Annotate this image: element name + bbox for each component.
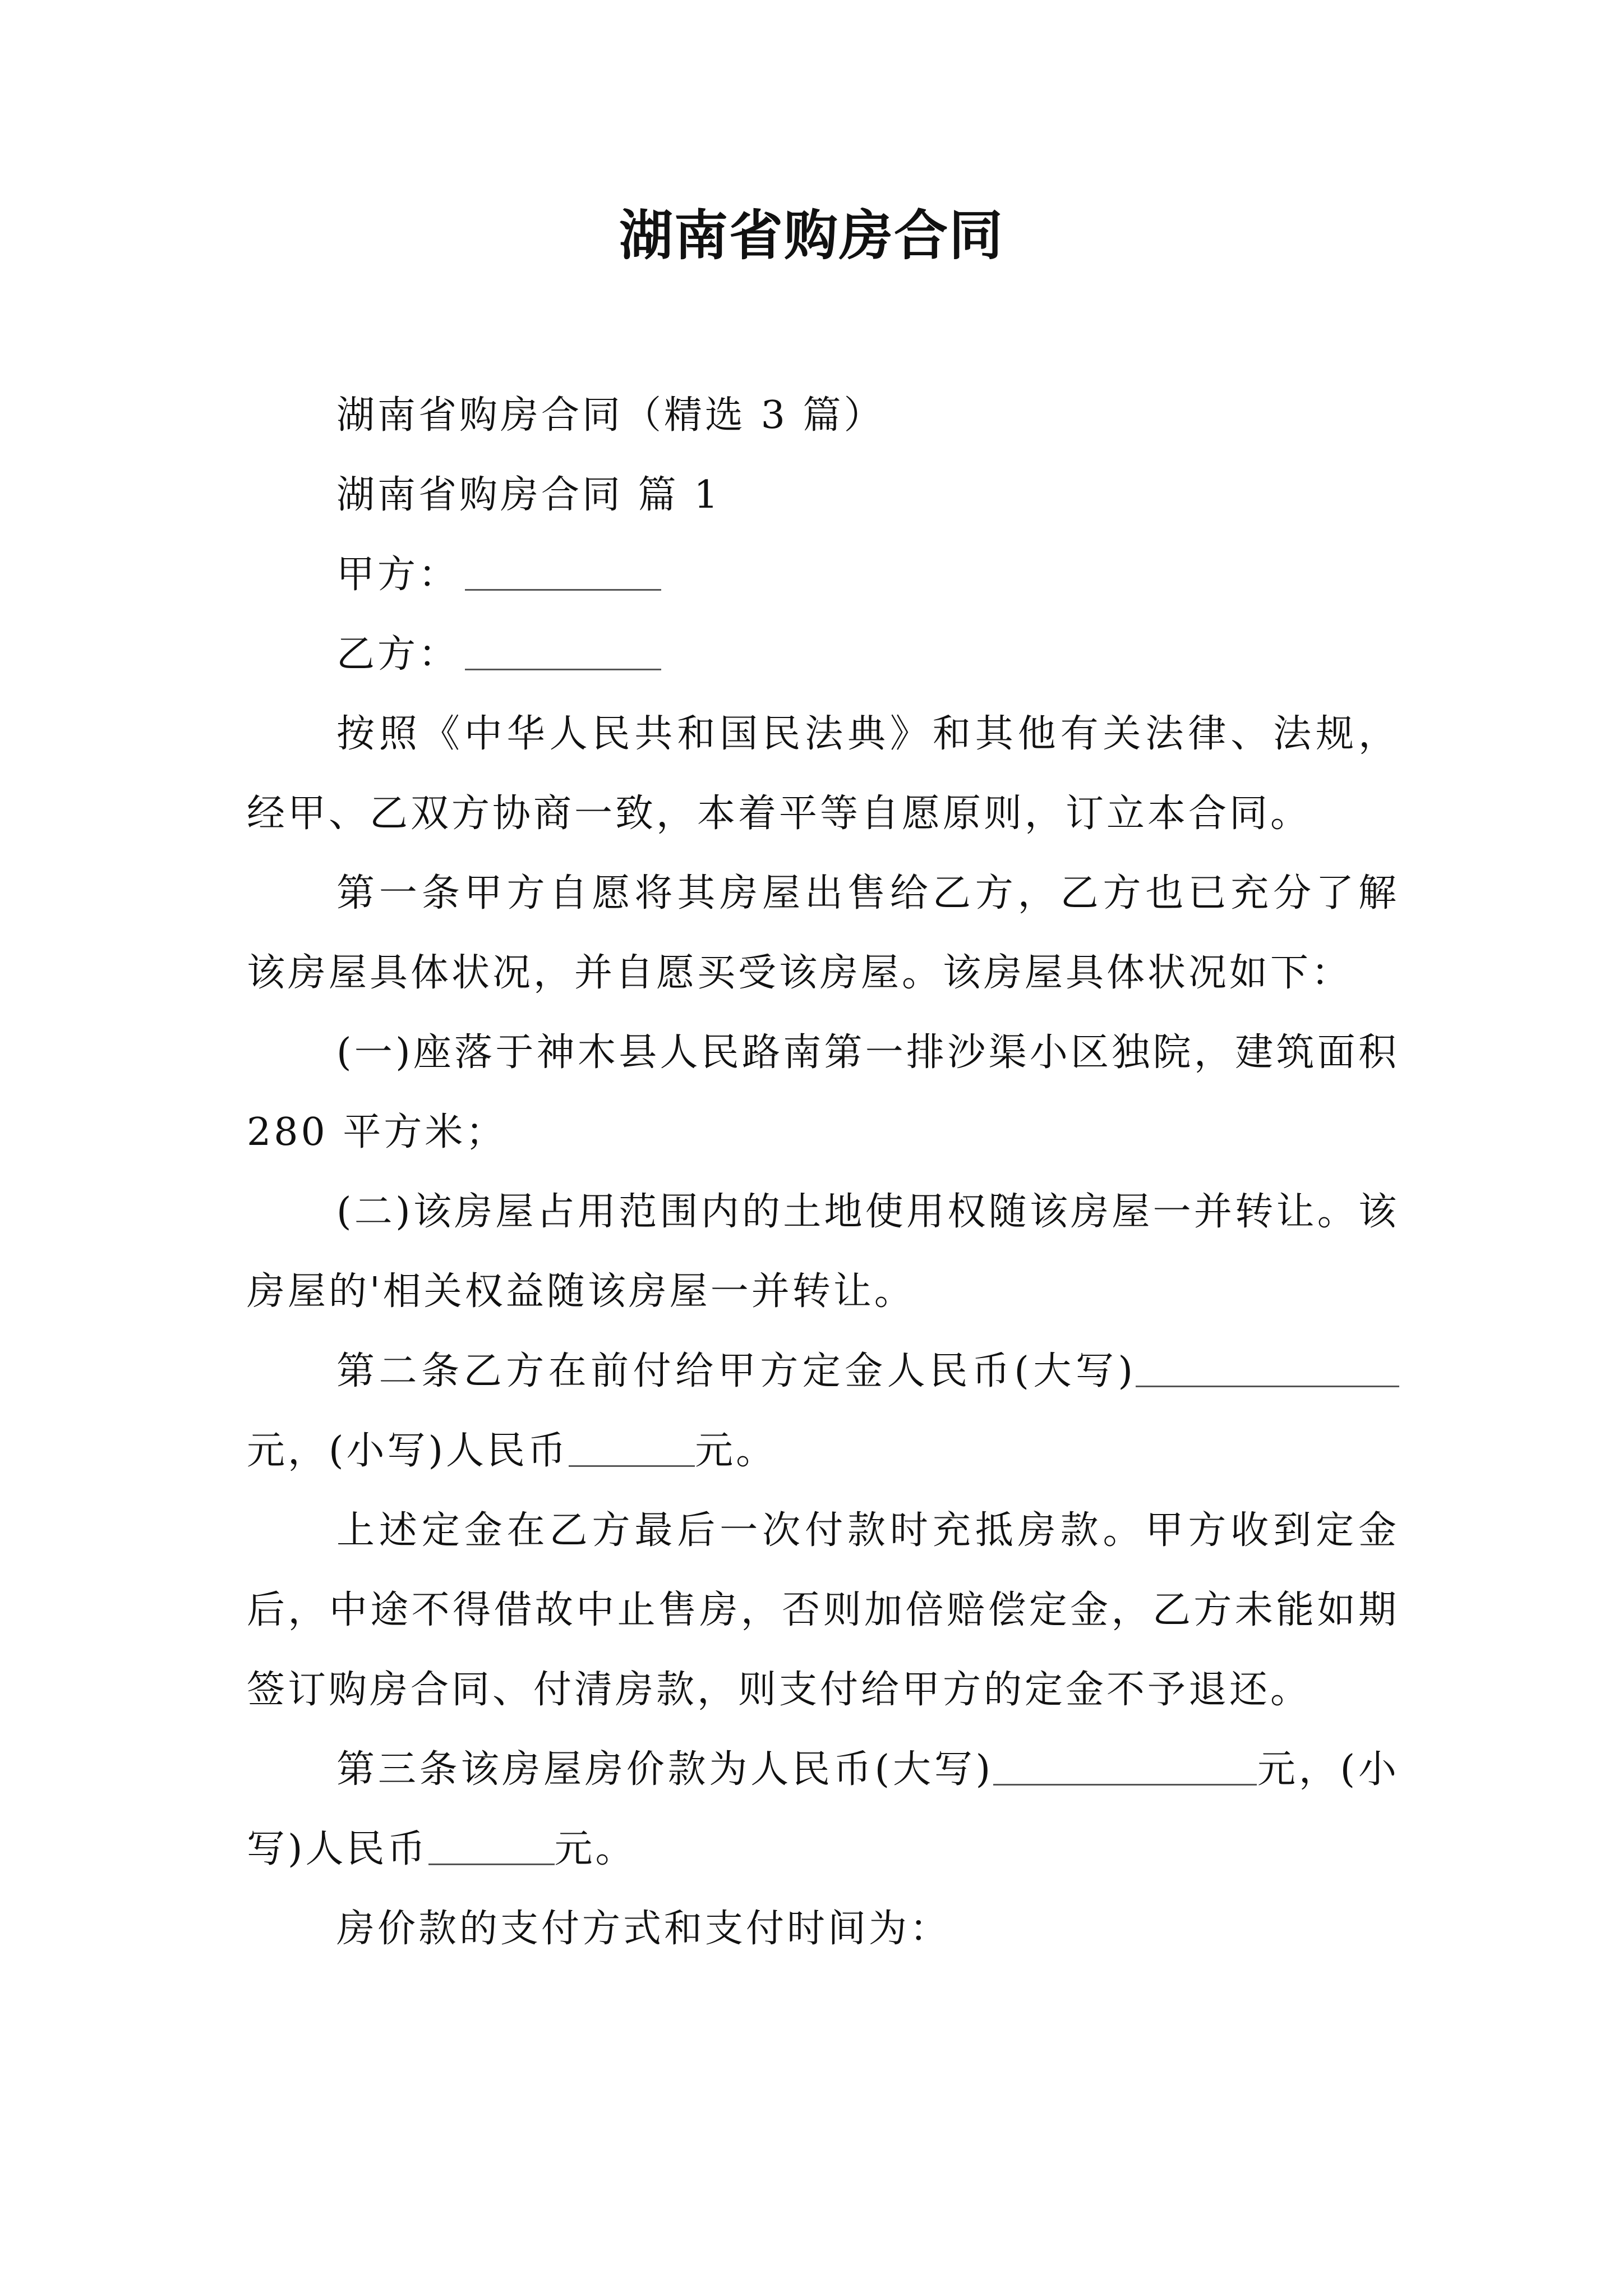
party-b-label: 乙方： (336, 632, 460, 677)
document-body (247, 376, 1399, 1969)
intro-paragraph: 按照《中华人民共和国民法典》和其他有关法律、法规，经甲、乙双方协商一致，本着平等自愿原则，订立本合同。 (247, 712, 1399, 836)
article-2-text-a: 第二条乙方在前付给甲方定金人民币(大写) (336, 1349, 1136, 1393)
party-b-line (247, 615, 1399, 694)
item-2: (二)该房屋占用范围内的土地使用权随该房屋一并转让。该房屋的'相关权益随该房屋一并转让。 (247, 1190, 1399, 1314)
article-2-text-b: 元，(小写)人民币 (247, 1429, 569, 1473)
section-heading: 湖南省购房合同 篇 1 (336, 473, 721, 517)
article-3-text-b: 元，(小写)人民币 (247, 1747, 1399, 1871)
party-b-blank (465, 635, 661, 670)
payment-method: 房价款的支付方式和支付时间为： (336, 1907, 951, 1951)
deposit-clause: 上述定金在乙方最后一次付款时充抵房款。甲方收到定金后，中途不得借故中止售房，否则加倍赔偿定金，乙方未能如期签订购房合同、付清房款，则支付给甲方的定金不予退还。 (247, 1508, 1399, 1712)
party-a-line (247, 535, 1399, 615)
party-a-blank (465, 555, 661, 591)
subtitle: 湖南省购房合同（精选 3 篇） (336, 393, 885, 438)
party-a-label: 甲方： (336, 553, 460, 597)
article-2 (247, 1332, 1399, 1491)
document-title: 湖南省购房合同 (619, 204, 1004, 267)
article-1: 第一条甲方自愿将其房屋出售给乙方，乙方也已充分了解该房屋具体状况，并自愿买受该房屋。该房屋具体状况如下： (247, 871, 1399, 995)
article-3-amount-digits-blank (428, 1830, 555, 1865)
article-3-amount-words-blank (993, 1750, 1257, 1786)
article-2-amount-words-blank (1136, 1352, 1399, 1387)
article-2-text-c: 元。 (695, 1429, 777, 1473)
article-3-text-c: 元。 (554, 1827, 637, 1871)
item-1: (一)座落于神木县人民路南第一排沙渠小区独院，建筑面积 280 平方米； (247, 1030, 1399, 1154)
article-3 (247, 1730, 1399, 1889)
article-2-amount-digits-blank (569, 1432, 695, 1467)
article-3-text-a: 第三条该房屋房价款为人民币(大写) (336, 1747, 994, 1792)
